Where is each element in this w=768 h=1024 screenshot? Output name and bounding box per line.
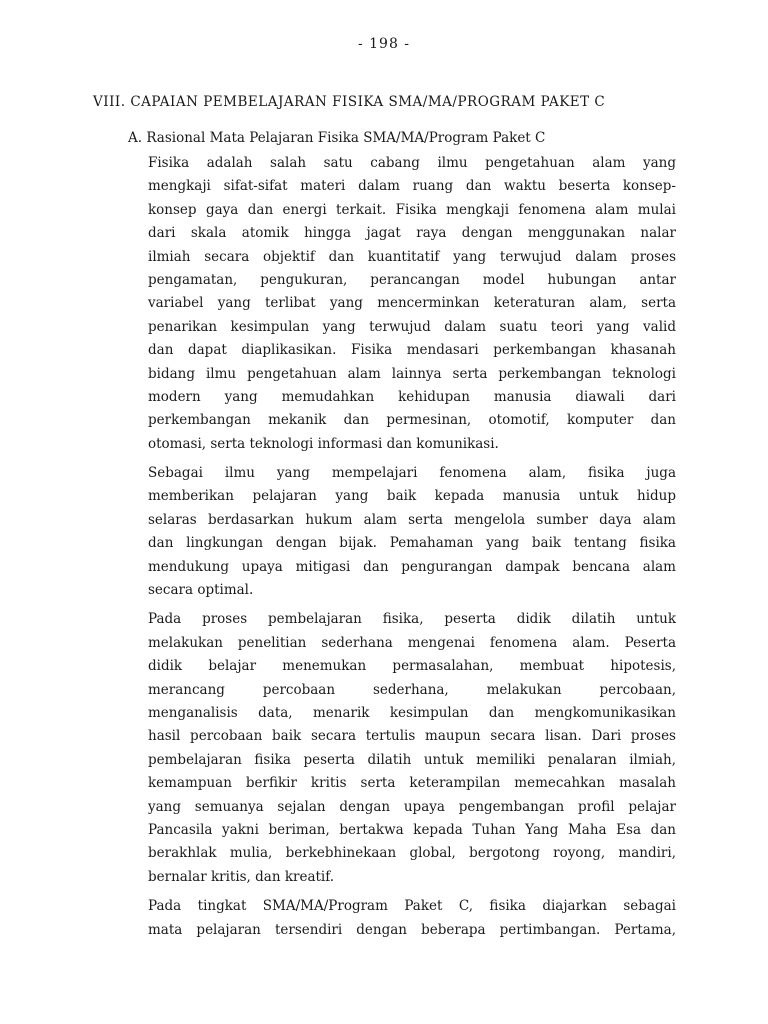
text-line: bidang ilmu pengetahuan alam lainnya serta perkembangan teknologi bbox=[148, 365, 676, 382]
text-line: Sebagai ilmu yang mempelajari fenomena alam, fisika juga bbox=[148, 465, 676, 482]
text-line: Pada tingkat SMA/MA/Program Paket C, fisika diajarkan sebagai bbox=[148, 898, 676, 915]
text-line: hasil percobaan baik secara tertulis maupun secara lisan. Dari proses bbox=[148, 728, 676, 745]
text-line: pembelajaran fisika peserta dilatih untuk memiliki penalaran ilmiah, bbox=[148, 751, 676, 768]
text-line: perkembangan mekanik dan permesinan, otomotif, komputer dan bbox=[148, 412, 676, 429]
text-line: mengkaji sifat-sifat materi dalam ruang dan waktu beserta konsep- bbox=[148, 178, 676, 195]
text-line: pengamatan, pengukuran, perancangan model hubungan antar bbox=[148, 271, 676, 288]
text-line: menganalisis data, menarik kesimpulan dan mengkomunikasikan bbox=[148, 704, 676, 721]
text-line: mendukung upaya mitigasi dan pengurangan dampak bencana alam bbox=[148, 558, 676, 575]
subsection-title: A. Rasional Mata Pelajaran Fisika SMA/MA/Program Paket C bbox=[128, 130, 546, 146]
text-line: konsep gaya dan energi terkait. Fisika mengkaji fenomena alam mulai bbox=[148, 201, 676, 218]
text-line: didik belajar menemukan permasalahan, membuat hipotesis, bbox=[148, 658, 676, 675]
text-line: modern yang memudahkan kehidupan manusia diawali dari bbox=[148, 388, 676, 405]
text-line: berakhlak mulia, berkebhinekaan global, bergotong royong, mandiri, bbox=[148, 845, 676, 862]
text-line: memberikan pelajaran yang baik kepada manusia untuk hidup bbox=[148, 488, 676, 505]
text-line: Pada proses pembelajaran fisika, peserta didik dilatih untuk bbox=[148, 611, 676, 628]
text-line: Pancasila yakni beriman, bertakwa kepada Tuhan Yang Maha Esa dan bbox=[148, 821, 676, 838]
page-number: - 198 - bbox=[357, 36, 411, 52]
paragraph bbox=[148, 462, 676, 602]
text-line: variabel yang terlibat yang mencerminkan keteraturan alam, serta bbox=[148, 295, 676, 312]
text-line: selaras berdasarkan hukum alam serta mengelola sumber daya alam bbox=[148, 511, 676, 528]
text-line: ilmiah secara objektif dan kuantitatif yang terwujud dalam proses bbox=[148, 248, 676, 265]
paragraph bbox=[148, 152, 676, 456]
text-line: secara optimal. bbox=[148, 582, 254, 599]
text-line: dan dapat diaplikasikan. Fisika mendasari perkembangan khasanah bbox=[148, 342, 676, 359]
text-line: Fisika adalah salah satu cabang ilmu pengetahuan alam yang bbox=[148, 155, 676, 171]
text-line: penarikan kesimpulan yang terwujud dalam suatu teori yang valid bbox=[148, 318, 676, 335]
text-line: mata pelajaran tersendiri dengan beberapa pertimbangan. Pertama, bbox=[148, 921, 676, 938]
paragraph bbox=[148, 608, 676, 889]
text-line: otomasi, serta teknologi informasi dan komunikasi. bbox=[148, 435, 499, 452]
text-line: melakukan penelitian sederhana mengenai fenomena alam. Peserta bbox=[148, 634, 676, 651]
text-line: dari skala atomik hingga jagat raya dengan menggunakan nalar bbox=[148, 225, 676, 242]
section-title: VIII. CAPAIAN PEMBELAJARAN FISIKA SMA/MA/PROGRAM PAKET C bbox=[93, 94, 606, 110]
text-line: kemampuan berfikir kritis serta keterampilan memecahkan masalah bbox=[148, 775, 676, 792]
paragraph bbox=[148, 895, 676, 942]
body-text bbox=[148, 152, 676, 948]
text-line: dan lingkungan dengan bijak. Pemahaman yang baik tentang fisika bbox=[148, 535, 676, 552]
text-line: merancang percobaan sederhana, melakukan percobaan, bbox=[148, 681, 676, 698]
text-line: bernalar kritis, dan kreatif. bbox=[148, 868, 335, 885]
text-line: yang semuanya sejalan dengan upaya pengembangan profil pelajar bbox=[148, 798, 676, 815]
